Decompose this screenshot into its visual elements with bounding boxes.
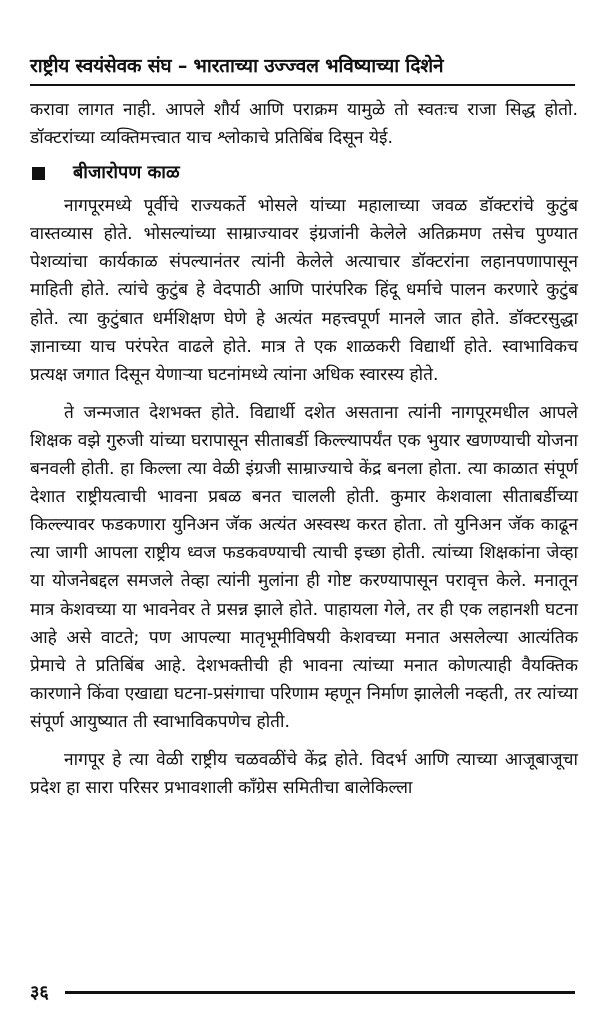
- body-paragraph: नागपूरमध्ये पूर्वीचे राज्यकर्ते भोसले यांच्या महालाच्या जवळ डॉक्टरांचे कुटुंब वास्तव्यास होते. भोसल्यांच्या साम्राज्यावर इंग्रजांनी केलेले अतिक्रमण तसेच पुण्यात पेशव्यांचा कार्यकाळ संपल्यानंतर त्यांनी केलेले अत्याचार डॉक्टरांना लहानपणापासून माहिती होते. त्यांचे कुटुंब हे वेदपाठी आणि पारंपरिक हिंदू धर्माचे पालन करणारे कुटुंब होते. त्या कुटुंबात धर्मशिक्षण घेणे हे अत्यंत महत्त्वपूर्ण मानले जात होते. डॉक्टरसुद्धा ज्ञानाच्या याच परंपरेत वाढले होते. मात्र ते एक शाळकरी विद्यार्थी होते. स्वाभाविकच प्रत्यक्ष जगात दिसून येणाऱ्या घटनांमध्ये त्यांना अधिक स्वारस्य होते.: [30, 196, 578, 385]
- header-rule: [30, 84, 575, 86]
- square-bullet-icon: [32, 167, 45, 180]
- page-number: ३६: [30, 982, 49, 1003]
- intro-paragraph: करावा लागत नाही. आपले शौर्य आणि पराक्रम यामुळे तो स्वतःच राजा सिद्ध होतो. डॉक्टरांच्या व्यक्तिमत्त्वात याच श्लोकाचे प्रतिबिंब दिसून येई.: [30, 100, 578, 149]
- page-footer: [30, 980, 575, 1004]
- body-paragraph: नागपूर हे त्या वेळी राष्ट्रीय चळवळींचे केंद्र होते. विदर्भ आणि त्याच्या आजूबाजूचा प्रदेश हा सारा परिसर प्रभावशाली काँग्रेस समितीचा बालेकिल्ला: [30, 749, 578, 799]
- body-paragraph: ते जन्मजात देशभक्त होते. विद्यार्थी दशेत असताना त्यांनी नागपूरमधील आपले शिक्षक वझे गुरुजी यांच्या घरापासून सीताबर्डी किल्ल्यापर्यंत एक भुयार खणण्याची योजना बनवली होती. हा किल्ला त्या वेळी इंग्रजी साम्राज्याचे केंद्र बनला होता. त्या काळात संपूर्ण देशात राष्ट्रीयत्वाची भावना प्रबळ बनत चालली होती. कुमार केशवाला सीताबर्डीच्या किल्ल्यावर फडकणारा युनिअन जॅक अत्यंत अस्वस्थ करत होता. तो युनिअन जॅक काढून त्या जागी आपला राष्ट्रीय ध्वज फडकवण्याची त्याची इच्छा होती. त्यांच्या शिक्षकांना जेव्हा या योजनेबद्दल समजले तेव्हा त्यांनी मुलांना ही गोष्ट करण्यापासून परावृत्त केले. मनातून मात्र केशवच्या या भावनेवर ते प्रसन्न झाले होते. पाहायला गेले, तर ही एक लहानशी घटना आहे असे वाटते; पण आपल्या मातृभूमीविषयी केशवच्या मनात असलेल्या आत्यंतिक प्रेमाचे ते प्रतिबिंब आहे. देशभक्तीची ही भावना त्यांच्या मनात कोणत्याही वैयक्तिक कारणाने किंवा एखाद्या घटना-प्रसंगाचा परिणाम म्हणून निर्माण झालेली नव्हती, तर त्यांच्या संपूर्ण आयुष्यात ती स्वाभाविकपणेच होती.: [30, 402, 578, 732]
- section-heading: [30, 158, 578, 188]
- page-body: [30, 96, 578, 802]
- section-heading-text: बीजारोपण काळ: [73, 162, 180, 184]
- footer-rule: [65, 991, 575, 994]
- running-header: राष्ट्रीय स्वयंसेवक संघ – भारताच्या उज्ज्वल भविष्याच्या दिशेने: [30, 55, 444, 77]
